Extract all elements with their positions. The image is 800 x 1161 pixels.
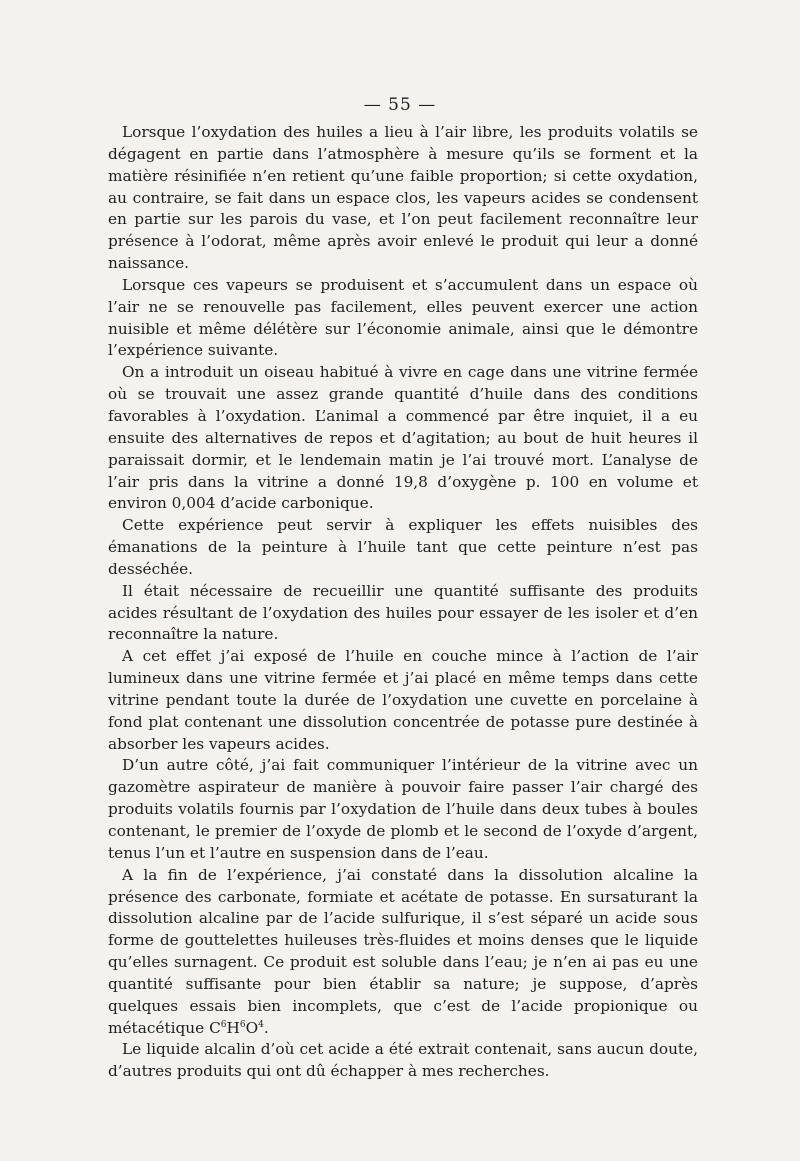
paragraph: Lorsque l’oxydation des huiles a lieu à l’air libre, les produits volatils se dégagent en partie dans l’atmosphère à mesure qu’ils se forment et la matière résinifiée n’en retient qu’une faible proportion; si cette oxydation, au contraire, se fait dans un espace clos, les vapeurs acides se condensent en partie sur les parois du vase, et l’on peut facilement reconnaître leur présence à l’odorat, même après avoir enlevé le produit qui leur a donné naissance.: [108, 123, 698, 273]
paragraph-with-formula: [108, 865, 698, 1040]
paragraph: Cette expérience peut servir à expliquer les effets nuisibles des émanations de la peinture à l’huile tant que cette peinture n’est pas desséchée.: [108, 516, 698, 578]
body-text: [108, 122, 698, 1083]
paragraph: D’un autre côté, j’ai fait communiquer l’intérieur de la vitrine avec un gazomètre aspirateur de manière à pouvoir faire passer l’air chargé des produits volatils fournis par l’oxydation de l’huile dans deux tubes à boules contenant, le premier de l’oxyde de plomb et le second de l’oxyde d’argent, tenus l’un et l’autre en suspension dans de l’eau.: [108, 756, 698, 862]
paragraph: On a introduit un oiseau habitué à vivre en cage dans une vitrine fermée où se trouvait une assez grande quantité d’huile dans des conditions favorables à l’oxydation. L’animal a commencé par être inquiet, il a eu ensuite des alternatives de repos et d’agitation; au bout de huit heures il paraissait dormir, et le lendemain matin je l’ai trouvé mort. L’analyse de l’air pris dans la vitrine a donné 19,8 d’oxygène p. 100 en volume et environ 0,004 d’acide carbonique.: [108, 363, 698, 513]
paragraph: A cet effet j’ai exposé de l’huile en couche mince à l’action de l’air lumineux dans une vitrine fermée et j’ai placé en même temps dans cette vitrine pendant toute la durée de l’oxydation une cuvette en porcelaine à fond plat contenant une dissolution concentrée de potasse pure destinée à absorber les vapeurs acides.: [108, 647, 698, 753]
chemical-formula: $C^6H^6O^4$.: [209, 1018, 269, 1037]
paragraph: Lorsque ces vapeurs se produisent et s’accumulent dans un espace où l’air ne se renouvelle pas facilement, elles peuvent exercer une action nuisible et même délétère sur l’économie animale, ainsi que le démontre l’expérience suivante.: [108, 275, 698, 360]
paragraph-text: A la fin de l’expérience, j’ai constaté dans la dissolution alcaline la présence des carbonate, formiate et acétate de potasse. En sursaturant la dissolution alcaline par de l’acide sulfurique, il s’est séparé un acide sous forme de gouttelettes huileuses très-fluides et moins denses que le liquide qu’elles surnagent. Ce produit est soluble dans l’eau; je n’en ai pas eu une quantité suffisante pour bien établir sa nature; je suppose, d’après quelques essais bien incomplets, que c’est de l’acide propionique ou métacétique: [108, 865, 698, 1037]
page-number: — 55 —: [363, 95, 437, 115]
paragraph: Le liquide alcalin d’où cet acide a été extrait contenait, sans aucun doute, d’autres produits qui ont dû échapper à mes recherches.: [108, 1040, 698, 1081]
paragraph: Il était nécessaire de recueillir une quantité suffisante des produits acides résultant de l’oxydation des huiles pour essayer de les isoler et d’en reconnaître la nature.: [108, 581, 698, 644]
